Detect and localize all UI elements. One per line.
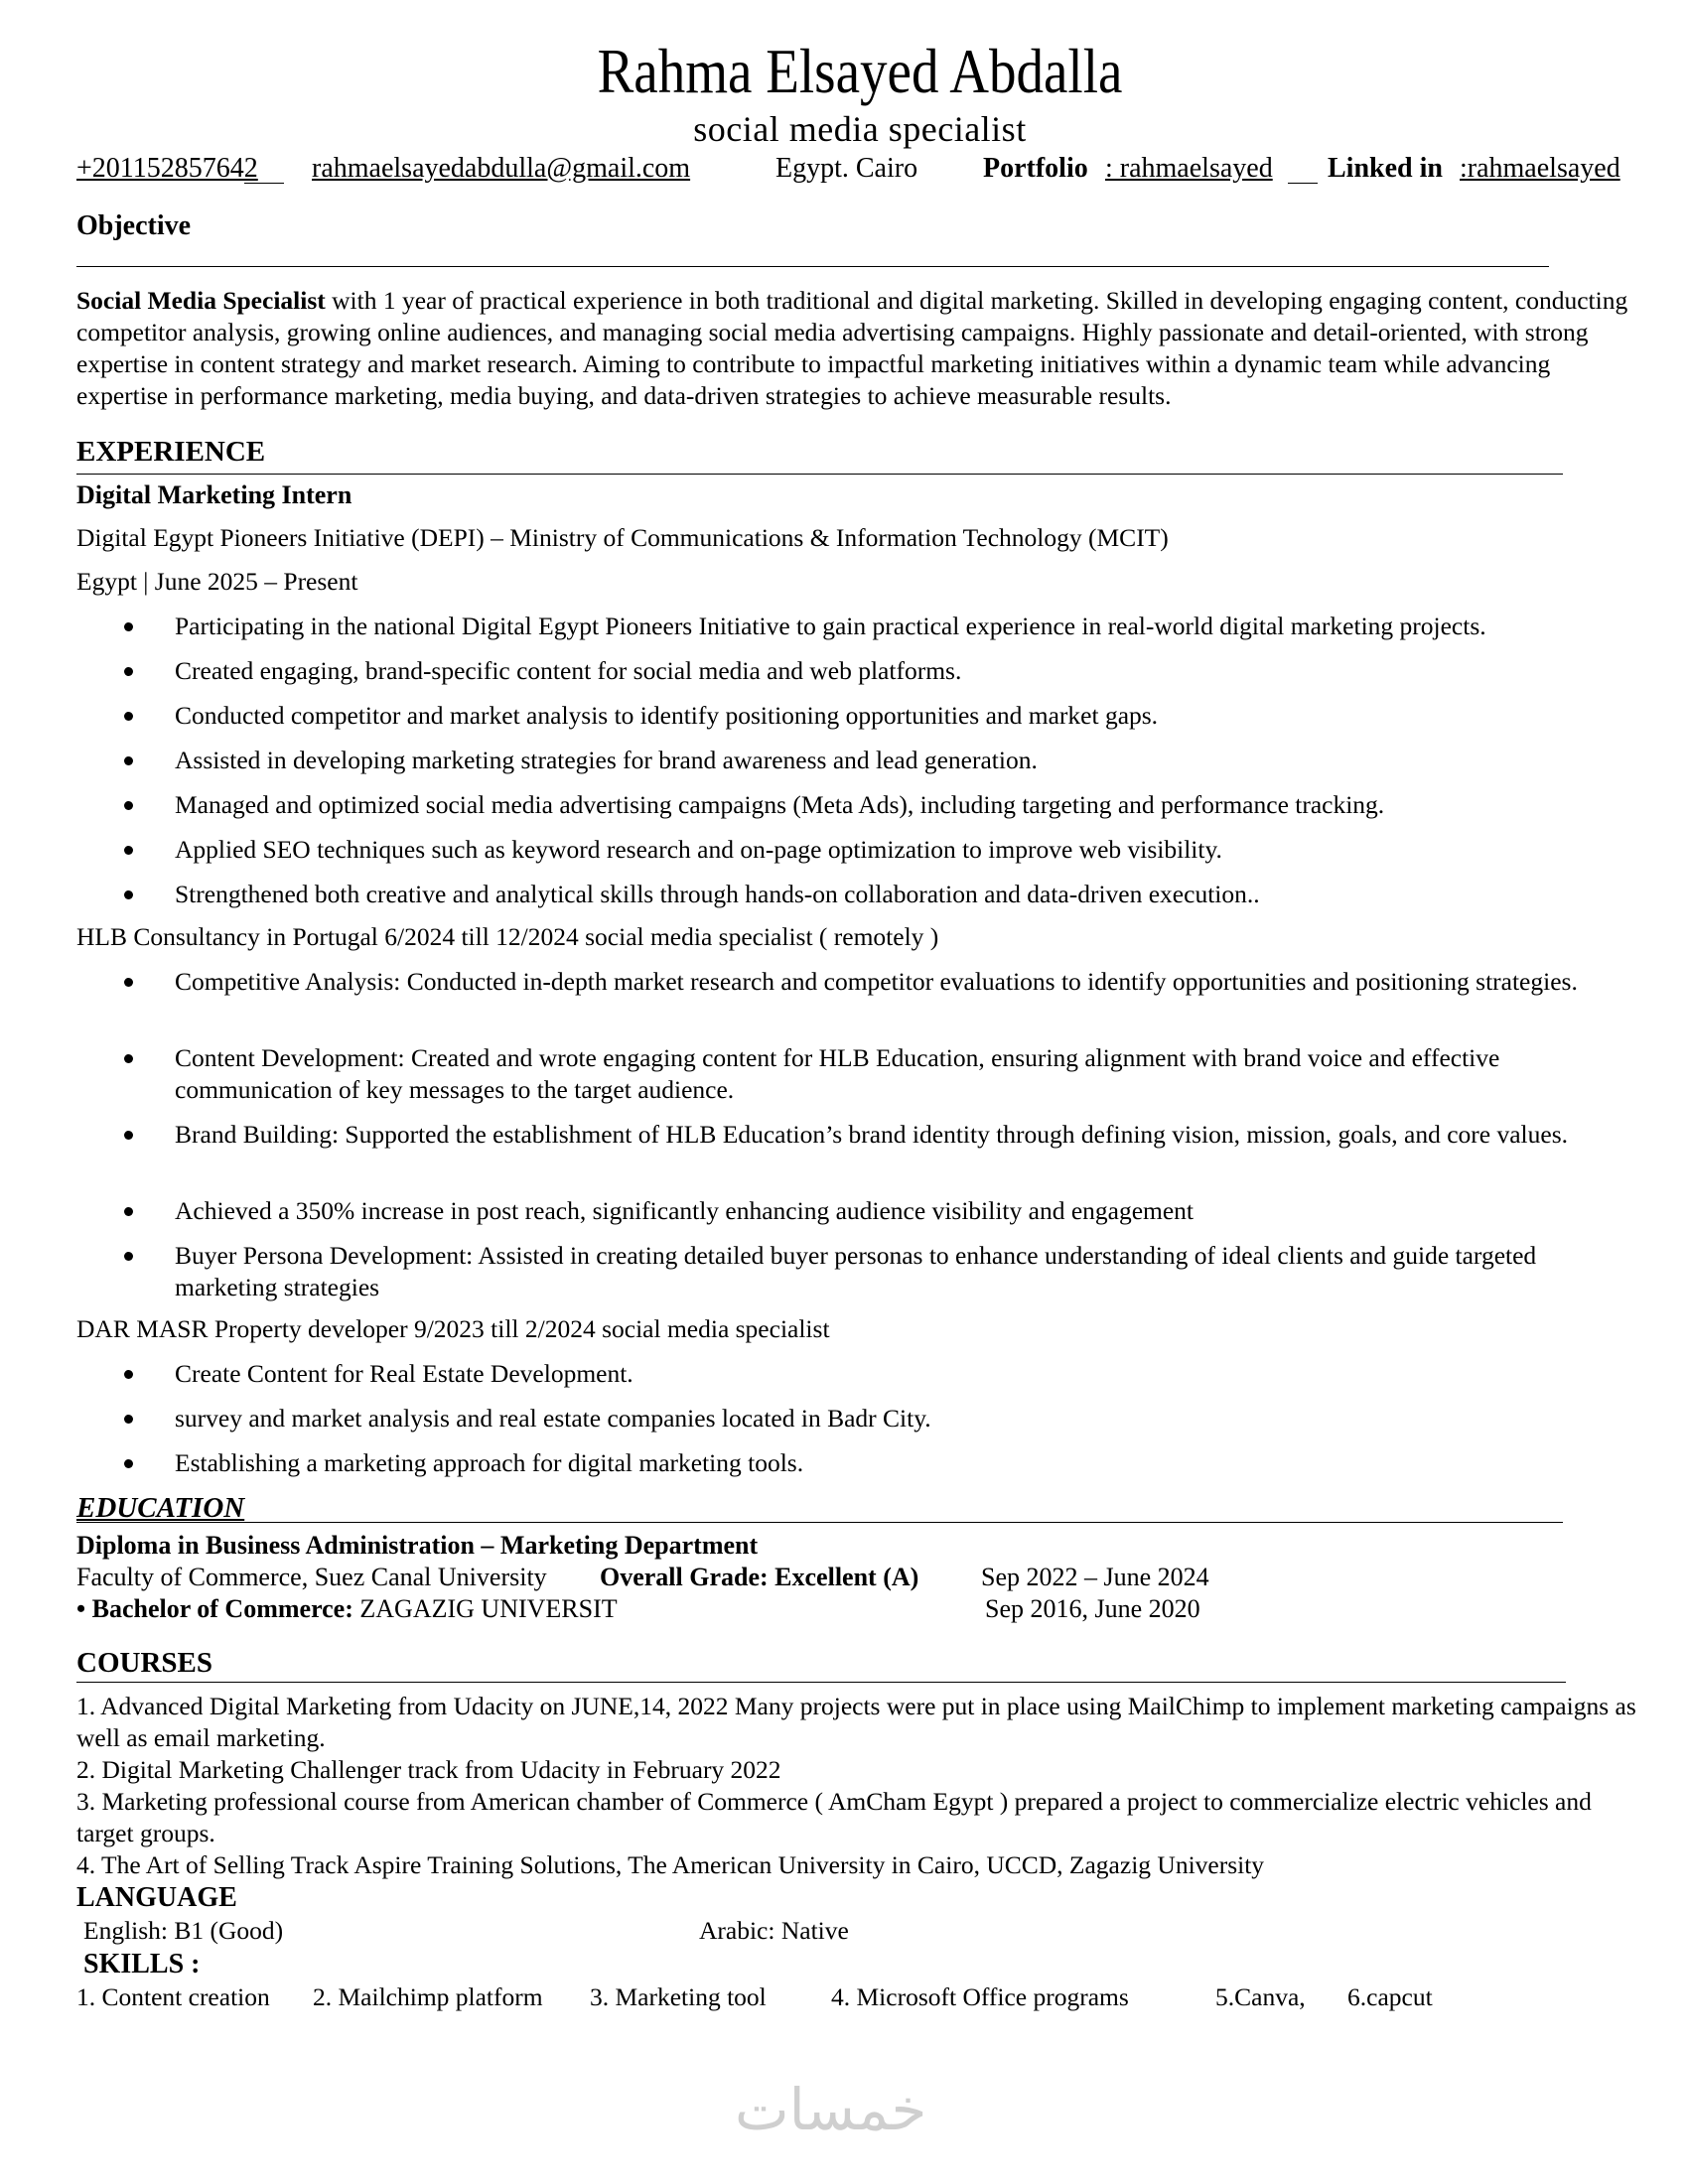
- bachelor-school: ZAGAZIG UNIVERSIT: [352, 1594, 618, 1623]
- course-item-3: 3. Marketing professional course from American chamber of Commerce ( AmCham Egypt ) prepared a project to commercialize electric vehicles and target groups.: [76, 1787, 1592, 1847]
- list-item: [175, 1403, 1634, 1434]
- bachelor-line: [76, 1593, 618, 1625]
- list-item: [175, 1447, 1634, 1479]
- bachelor-dates: Sep 2016, June 2020: [985, 1594, 1200, 1623]
- list-item: [175, 879, 1634, 910]
- list-item-text: Competitive Analysis: Conducted in-depth market research and competitor evaluations to identify opportunities and positioning strategies.: [175, 967, 1578, 996]
- bullet-dot: [124, 1370, 133, 1379]
- phone-underline: [244, 152, 284, 184]
- email-link[interactable]: rahmaelsayedabdulla@gmail.com: [312, 153, 691, 184]
- bullet-dot: [124, 978, 133, 987]
- bullet-dot: [124, 1131, 133, 1140]
- list-item-text: Conducted competitor and market analysis to identify positioning opportunities and market gaps.: [175, 701, 1159, 730]
- list-item: [175, 655, 1634, 687]
- list-item: [175, 1119, 1634, 1151]
- bullet-dot: [124, 1252, 133, 1261]
- diploma-faculty: Faculty of Commerce, Suez Canal University: [76, 1563, 547, 1591]
- skill-item: 6.capcut: [1347, 1982, 1433, 2011]
- portfolio-link[interactable]: : rahmaelsayed: [1105, 153, 1273, 184]
- language-heading: LANGUAGE: [76, 1882, 237, 1913]
- bullet-dot: [124, 756, 133, 765]
- course-item-4: 4. The Art of Selling Track Aspire Training Solutions, The American University in Cairo, UCCD, Zagazig University: [76, 1850, 1265, 1879]
- diploma-title: Diploma in Business Administration – Marketing Department: [76, 1531, 759, 1560]
- list-item: [175, 745, 1634, 776]
- course-item-2: 2. Digital Marketing Challenger track from Udacity in February 2022: [76, 1755, 781, 1784]
- bullet-dot: [124, 1459, 133, 1468]
- resume-name: Rahma Elsayed Abdalla: [597, 36, 1123, 106]
- list-item-text: Participating in the national Digital Egypt Pioneers Initiative to gain practical experience in real-world digital marketing projects.: [175, 612, 1486, 640]
- skill-item: 4. Microsoft Office programs: [831, 1982, 1129, 2011]
- diploma-dates: Sep 2022 – June 2024: [981, 1563, 1209, 1591]
- language-english: English: B1 (Good): [83, 1916, 284, 1945]
- bullet-dot: [124, 1207, 133, 1216]
- education-rule: [76, 1522, 1563, 1523]
- language-arabic: Arabic: Native: [699, 1916, 849, 1945]
- job1-dates: Egypt | June 2025 – Present: [76, 567, 358, 596]
- bullet-dot: [124, 1054, 133, 1063]
- linkedin-label: Linked in: [1328, 153, 1443, 184]
- objective-heading: Objective: [76, 210, 192, 241]
- bullet-dot: [124, 801, 133, 810]
- resume-title: social media specialist: [693, 109, 1027, 149]
- watermark-logo: خمسات: [735, 2076, 927, 2143]
- list-item-text: Achieved a 350% increase in post reach, significantly enhancing audience visibility and engagement: [175, 1196, 1195, 1225]
- courses-rule: [76, 1682, 1566, 1683]
- skill-item: 3. Marketing tool: [590, 1982, 767, 2011]
- objective-rule: [76, 266, 1549, 267]
- list-item-text: Applied SEO techniques such as keyword research and on-page optimization to improve web visibility.: [175, 835, 1222, 864]
- objective-paragraph: [76, 285, 1645, 412]
- job1-org: Digital Egypt Pioneers Initiative (DEPI) – Ministry of Communications & Information Technology (MCIT): [76, 523, 1169, 552]
- bullet-dot: [124, 667, 133, 676]
- phone-number[interactable]: +201152857642: [76, 153, 258, 184]
- course-item-1: 1. Advanced Digital Marketing from Udacity on JUNE,14, 2022 Many projects were put in place using MailChimp to implement marketing campaigns as well as email marketing.: [76, 1692, 1636, 1752]
- job1-title: Digital Marketing Intern: [76, 480, 352, 509]
- skills-heading: SKILLS :: [83, 1949, 201, 1979]
- bullet-dot: [124, 846, 133, 855]
- education-heading: EDUCATION: [76, 1492, 245, 1524]
- diploma-grade: Overall Grade: Excellent (A): [600, 1563, 919, 1591]
- linkedin-link[interactable]: :rahmaelsayed: [1460, 153, 1620, 184]
- list-item-text: Created engaging, brand-specific content for social media and web platforms.: [175, 656, 962, 685]
- portfolio-label: Portfolio: [983, 153, 1088, 184]
- list-item: [175, 789, 1634, 821]
- location: Egypt. Cairo: [775, 153, 918, 184]
- list-item: [175, 834, 1634, 866]
- bullet-dot: [124, 1415, 133, 1424]
- list-item: [175, 1358, 1634, 1390]
- list-item: [175, 966, 1634, 998]
- list-item: [175, 611, 1634, 642]
- skill-item: 5.Canva,: [1215, 1982, 1306, 2011]
- list-item-text: Establishing a marketing approach for digital marketing tools.: [175, 1448, 804, 1477]
- experience-heading: EXPERIENCE: [76, 436, 266, 468]
- bullet-dot: [124, 712, 133, 721]
- portfolio-underline: [1288, 152, 1318, 184]
- list-item: [175, 1042, 1634, 1106]
- list-item-text: Managed and optimized social media advertising campaigns (Meta Ads), including targeting and performance tracking.: [175, 790, 1385, 819]
- job3-header: DAR MASR Property developer 9/2023 till 2/2024 social media specialist: [76, 1314, 830, 1343]
- skill-item: 2. Mailchimp platform: [313, 1982, 543, 2011]
- bullet-dot: [124, 622, 133, 631]
- objective-lead: Social Media Specialist: [76, 286, 326, 315]
- list-item: [175, 1195, 1634, 1227]
- list-item-text: Create Content for Real Estate Development.: [175, 1359, 633, 1388]
- objective-text: with 1 year of practical experience in both traditional and digital marketing. Skilled in developing engaging content, conducting competitor analysis, growing online audiences, and managing social media advertising campaigns. Highly passionate and detail-oriented, with strong expertise in content strategy and market research. Aiming to contribute to impactful marketing initiatives within a dynamic team while advancing expertise in performance marketing, media buying, and data-driven strategies to achieve measurable results.: [76, 286, 1628, 410]
- list-item-text: Brand Building: Supported the establishment of HLB Education’s brand identity through defining vision, mission, goals, and core values.: [175, 1120, 1569, 1149]
- list-item-text: Strengthened both creative and analytical skills through hands-on collaboration and data-driven execution..: [175, 880, 1260, 908]
- list-item-text: Content Development: Created and wrote engaging content for HLB Education, ensuring alignment with brand voice and effective communication of key messages to the target audience.: [175, 1043, 1500, 1104]
- experience-rule: [76, 474, 1563, 475]
- list-item-text: Assisted in developing marketing strategies for brand awareness and lead generation.: [175, 746, 1038, 774]
- bachelor-label: • Bachelor of Commerce:: [76, 1594, 353, 1623]
- list-item-text: Buyer Persona Development: Assisted in creating detailed buyer personas to enhance understanding of ideal clients and guide targeted marketing strategies: [175, 1241, 1537, 1301]
- list-item-text: survey and market analysis and real estate companies located in Badr City.: [175, 1404, 931, 1433]
- job2-header: HLB Consultancy in Portugal 6/2024 till 12/2024 social media specialist ( remotely ): [76, 922, 939, 951]
- courses-heading: COURSES: [76, 1647, 212, 1679]
- list-item: [175, 1240, 1634, 1303]
- list-item: [175, 700, 1634, 732]
- skill-item: 1. Content creation: [76, 1982, 270, 2011]
- bullet-dot: [124, 890, 133, 899]
